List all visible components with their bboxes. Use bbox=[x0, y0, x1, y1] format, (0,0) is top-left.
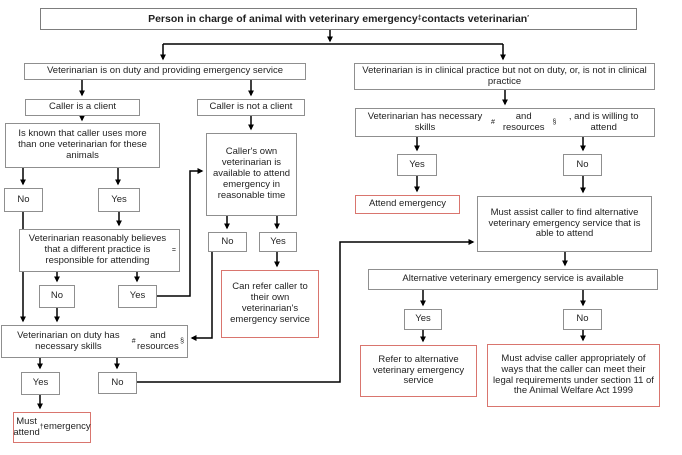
node-clinical-not-on-duty: Veterinarian is in clinical practice but not on duty, or, is not in clinical practice bbox=[354, 63, 655, 90]
node-yes-3: Yes bbox=[21, 372, 60, 395]
node-alternative-available: Alternative veterinary emergency service is available bbox=[368, 269, 658, 290]
node-no-2: No bbox=[39, 285, 75, 308]
node-yes-1: Yes bbox=[98, 188, 140, 212]
node-title: Person in charge of animal with veterinary emergency ‡ contacts veterinarian ′ bbox=[40, 8, 637, 30]
node-must-attend-emergency: Must attend † emergency bbox=[13, 412, 91, 443]
node-no-r2: No bbox=[563, 309, 602, 330]
node-no-3: No bbox=[98, 372, 137, 394]
node-must-advise-welfare-act: Must advise caller appropriately of ways that the caller can meet their legal requirements under section 11 of the Animal Welfare Act 1999 bbox=[487, 344, 660, 407]
connector-nomid-to-ondutyskills bbox=[192, 252, 212, 338]
node-on-duty: Veterinarian is on duty and providing emergency service bbox=[24, 63, 306, 80]
node-known-multiple-vets: Is known that caller uses more than one veterinarian for these animals bbox=[5, 123, 160, 168]
node-yes-mid: Yes bbox=[259, 232, 297, 252]
node-on-duty-skills: Veterinarian on duty has necessary skills # and resources § bbox=[1, 325, 188, 358]
node-yes-r2: Yes bbox=[404, 309, 442, 330]
node-can-refer-own-vet: Can refer caller to their own veterinarian's emergency service bbox=[221, 270, 319, 338]
node-no-r1: No bbox=[563, 154, 602, 176]
node-attend-emergency: Attend emergency bbox=[355, 195, 460, 214]
node-believes-other-practice: Veterinarian reasonably believes that a different practice is responsible for attending = bbox=[19, 229, 180, 272]
node-caller-is-client: Caller is a client bbox=[25, 99, 140, 116]
node-no-1: No bbox=[4, 188, 43, 212]
node-has-skills-willing: Veterinarian has necessary skills # and resources § , and is willing to attend bbox=[355, 108, 655, 137]
node-yes-2: Yes bbox=[118, 285, 157, 308]
node-no-mid: No bbox=[208, 232, 247, 252]
node-must-assist-find-alternative: Must assist caller to find alternative veterinary emergency service that is able to attend bbox=[477, 196, 652, 252]
node-refer-alternative: Refer to alternative veterinary emergency service bbox=[360, 345, 477, 397]
node-own-vet-available: Caller's own veterinarian is available to attend emergency in reasonable time bbox=[206, 133, 297, 216]
node-caller-not-client: Caller is not a client bbox=[197, 99, 305, 116]
node-yes-r1: Yes bbox=[397, 154, 437, 176]
